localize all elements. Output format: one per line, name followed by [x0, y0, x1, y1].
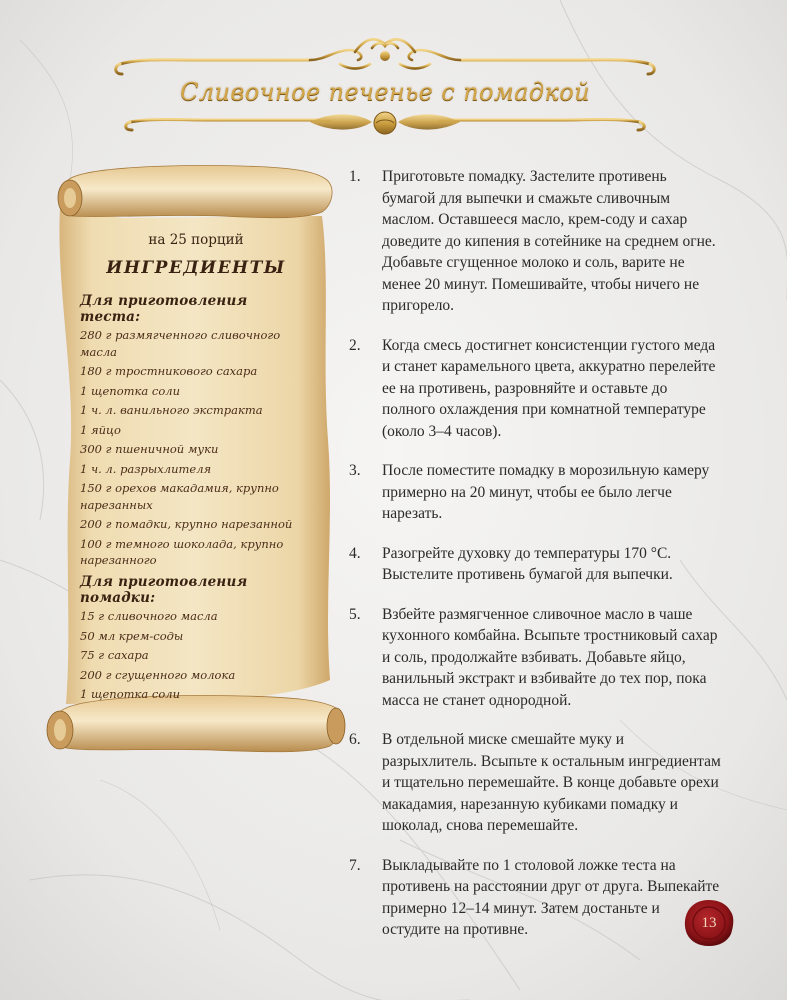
ingredient-item: 1 яйцо	[80, 422, 121, 437]
recipe-steps	[349, 166, 721, 959]
ingredient-item: 50 мл крем-соды	[80, 628, 184, 643]
step-number: 6.	[349, 731, 361, 748]
page-number: 13	[701, 915, 717, 931]
step-number: 5.	[349, 605, 361, 623]
ingredient-item: 150 г орехов макадамия, крупно нарезанных	[80, 481, 279, 512]
step-text: Взбейте размягченное сливочное масло в чаше кухонного комбайна. Всыпьте тростниковый сахар и соль, продолжайте взбивать. Добавьте яйцо, ванильный экстракт и взбивайте до тех пор, пока масса не станет однородной.	[382, 605, 718, 709]
ingredient-item: 300 г пшеничной муки	[80, 442, 219, 456]
ingredient-item: 200 г помадки, крупно нарезанной	[80, 517, 293, 531]
recipe-title: Сливочное печенье с помадкой	[180, 78, 590, 106]
ingredient-item: 200 г сгущенного молока	[80, 667, 236, 682]
ingredients-heading: ИНГРЕДИЕНТЫ	[106, 258, 286, 278]
step-item	[349, 729, 721, 837]
step-item	[349, 543, 721, 586]
ingredient-item: 280 г размягченного сливочного масла	[80, 328, 281, 359]
step-text: После поместите помадку в морозильную камеру примерно на 20 минут, чтобы ее было легче нарезать.	[382, 462, 710, 522]
step-item	[349, 166, 721, 317]
ingredient-item: 100 г темного шоколада, крупно нарезанного	[80, 536, 284, 567]
step-number: 2.	[349, 336, 361, 354]
ingredient-item: 1 ч. л. разрыхлителя	[80, 461, 212, 476]
ingredient-item: 1 ч. л. ванильного экстракта	[80, 403, 263, 417]
step-number: 1.	[349, 168, 361, 185]
step-number: 3.	[349, 462, 361, 479]
step-number: 4.	[349, 544, 361, 562]
step-number: 7.	[349, 856, 361, 874]
step-text: Разогрейте духовку до температуры 170 °С. Выстелите противень бумагой для выпечки.	[382, 544, 673, 583]
ingredient-item: 1 щепотка соли	[80, 687, 180, 701]
step-text: Выкладывайте по 1 столовой ложке теста на противень на расстоянии друг от друга. Выпекайте примерно 12–14 минут. Затем достаньте и остудите на противне.	[382, 856, 720, 938]
step-item	[349, 604, 721, 712]
dough-heading: Для приготовления теста:	[80, 293, 248, 325]
ingredient-item: 15 г сливочного масла	[80, 609, 218, 623]
ingredient-item: 180 г тростникового сахара	[80, 364, 258, 378]
dough-ingredients	[80, 293, 312, 572]
fudge-heading: Для приготовления помадки:	[80, 574, 248, 606]
step-item	[349, 855, 721, 941]
step-text: Приготовьте помадку. Застелите противень бумагой для выпечки и смажьте сливочным маслом. Оставшееся масло, крем-соду и сахар доведите до кипения в сотейнике на среднем огне. Добавьте сгущенное молоко и соль, варите не менее 20 минут. Помешивайте, чтобы ничего не пригорело.	[382, 168, 716, 314]
servings: на 25 порций	[148, 232, 244, 248]
step-item	[349, 460, 721, 525]
step-text: Когда смесь достигнет консистенции густого меда и станет карамельного цвета, аккуратно перелейте ее на противень, разровняйте и оставьте до полного охлаждения при комнатной температуре (около 3–4 часов).	[382, 336, 716, 440]
step-text: В отдельной миске смешайте муку и разрыхлитель. Всыпьте к остальным ингредиентам и тщательно перемешайте. В конце добавьте орехи макадамия, нарезанную кубиками помадку и шоколад, снова перемешайте.	[382, 731, 721, 834]
step-item	[349, 335, 721, 443]
fudge-ingredients	[80, 574, 312, 706]
ingredient-item: 75 г сахара	[80, 648, 149, 662]
ingredient-item: 1 щепотка соли	[80, 383, 180, 398]
